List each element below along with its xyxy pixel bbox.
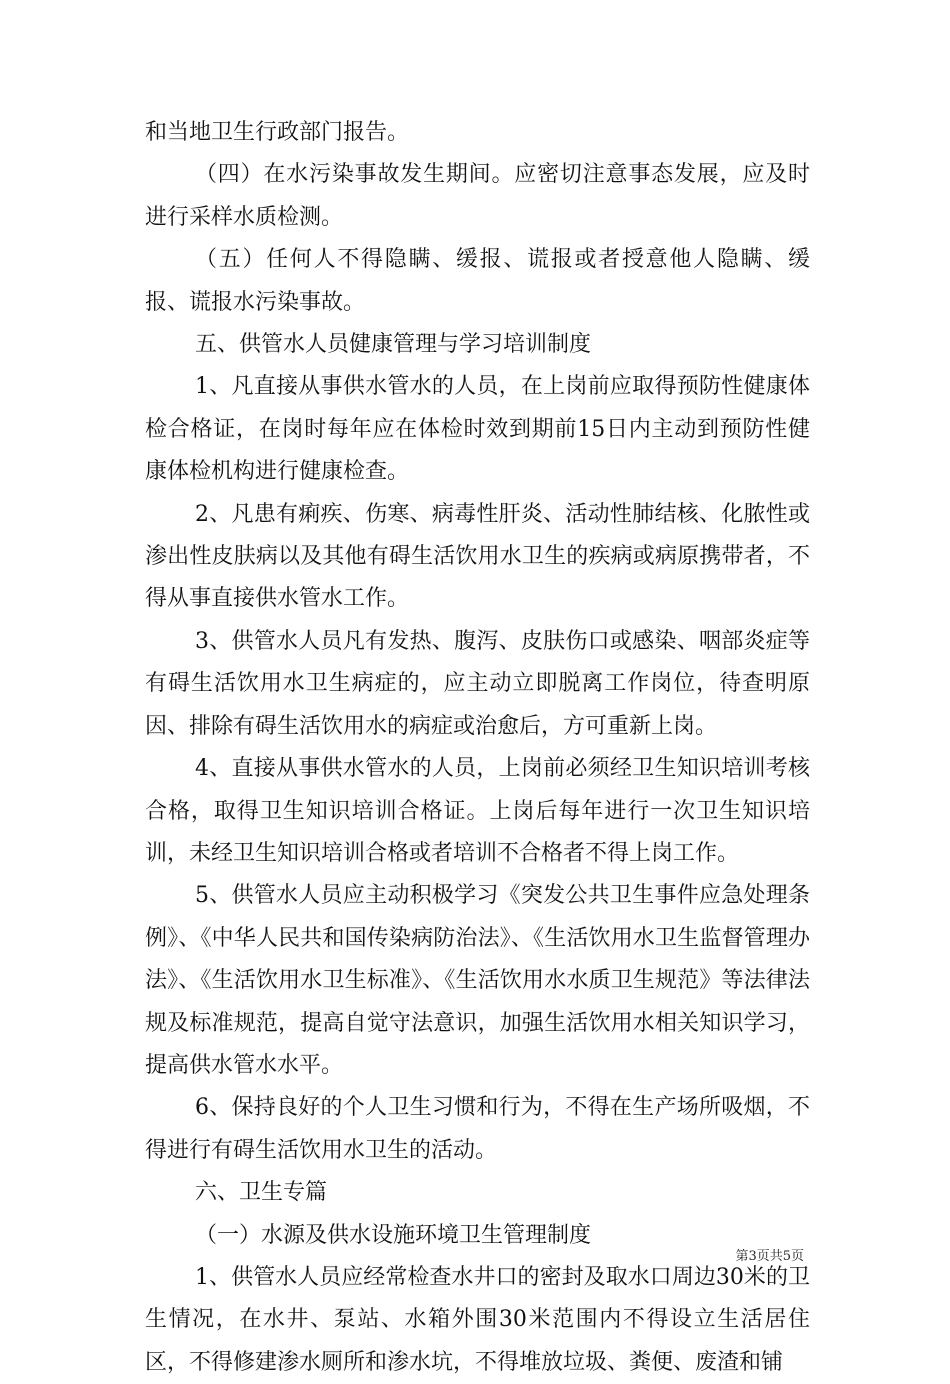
paragraph-item-5: （五）任何人不得隐瞒、缓报、谎报或者授意他人隐瞒、缓报、谎报水污染事故。 — [145, 247, 810, 315]
page-number-footer: 第3页共5页 — [735, 1249, 804, 1264]
paragraph-rule-1: 1、凡直接从事供水管水的人员，在上岗前应取得预防性健康体检合格证，在岗时每年应在体检时效到期前15日内主动到预防性健康体检机构进行健康检查。 — [145, 374, 810, 485]
paragraph-rule-6: 6、保持良好的个人卫生习惯和行为，不得在生产场所吸烟，不得进行有碍生活饮用水卫生的活动。 — [145, 1095, 810, 1163]
paragraph-continuation: 和当地卫生行政部门报告。 — [145, 120, 410, 145]
paragraph-rule-3: 3、供管水人员凡有发热、腹泻、皮肤伤口或感染、咽部炎症等有碍生活饮用水卫生病症的，应主动立即脱离工作岗位，待查明原因、排除有碍生活饮用水的病症或治愈后，方可重新上岗。 — [145, 628, 810, 739]
paragraph-rule-5: 5、供管水人员应主动积极学习《突发公共卫生事件应急处理条例》、《中华人民共和国传染病防治法》、《生活饮用水卫生监督管理办法》、《生活饮用水卫生标准》、《生活饮用水水质卫生规范》等法律法规及标准规范，提高自觉守法意识，加强生活饮用水相关知识学习，提高供水管水水平。 — [145, 883, 810, 1078]
document-body — [145, 112, 810, 1384]
paragraph-rule-2: 2、凡患有痢疾、伤寒、病毒性肝炎、活动性肺结核、化脓性或渗出性皮肤病以及其他有碍生活饮用水卫生的疾病或病原携带者，不得从事直接供水管水工作。 — [145, 501, 810, 612]
section-heading-6: 六、卫生专篇 — [195, 1180, 328, 1206]
section-heading-5: 五、供管水人员健康管理与学习培训制度 — [195, 332, 592, 358]
paragraph-sanitation-rule-1: 1、供管水人员应经常检查水井口的密封及取水口周边30米的卫生情况，在水井、泵站、水箱外围30米范围内不得设立生活居住区，不得修建渗水厕所和渗水坑，不得堆放垃圾、粪便、废渣和铺 — [145, 1264, 810, 1375]
paragraph-item-4: （四）在水污染事故发生期间。应密切注意事态发展，应及时进行采样水质检测。 — [145, 162, 810, 230]
paragraph-rule-4: 4、直接从事供水管水的人员，上岗前必须经卫生知识培训考核合格，取得卫生知识培训合格证。上岗后每年进行一次卫生知识培训，未经卫生知识培训合格或者培训不合格者不得上岗工作。 — [145, 756, 810, 866]
subsection-heading-1: （一）水源及供水设施环境卫生管理制度 — [195, 1222, 592, 1248]
